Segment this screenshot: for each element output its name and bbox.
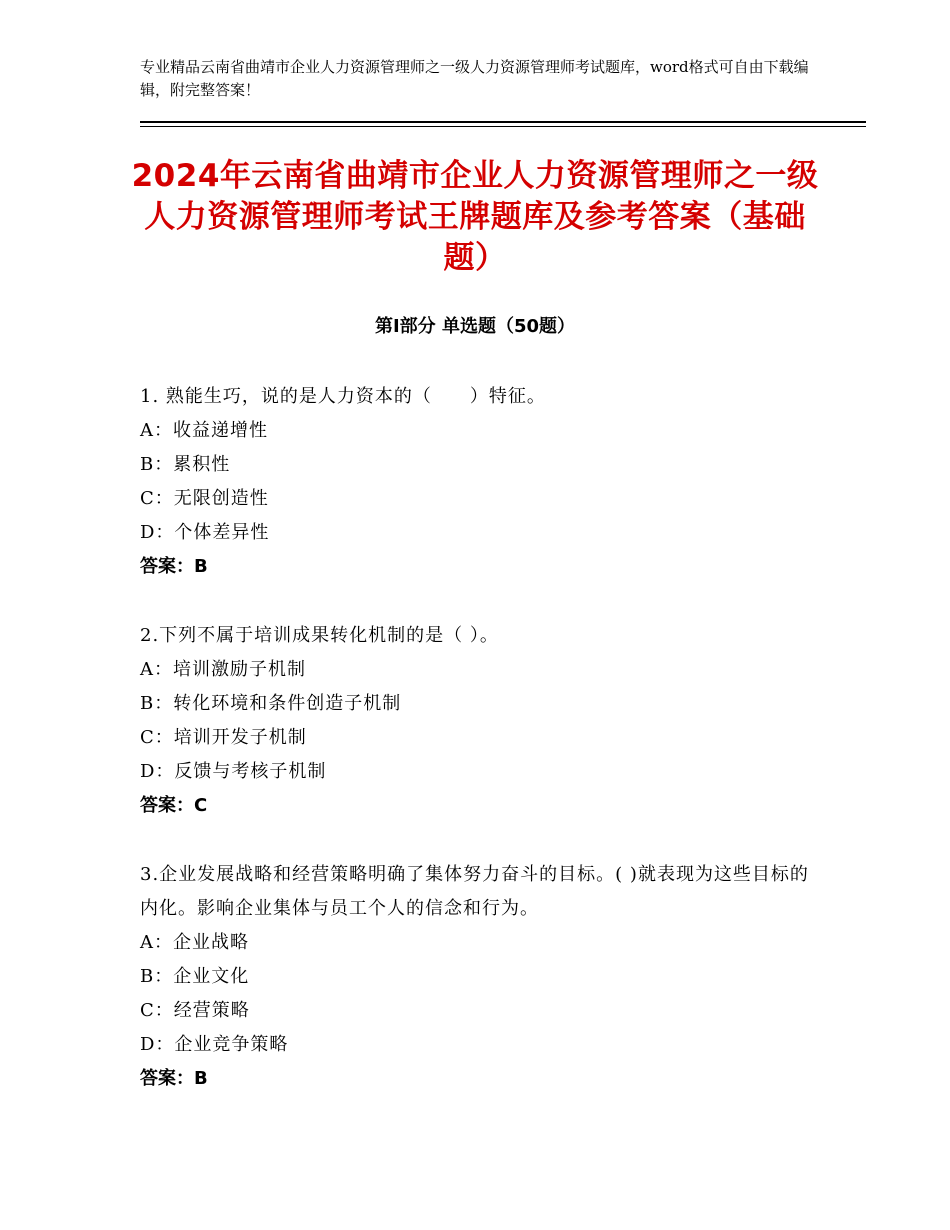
option-b: B：转化环境和条件创造子机制 [140,693,402,714]
question-3 [140,858,820,1096]
answer: 答案：C [140,795,208,816]
header-rule-thick [140,121,866,123]
option-d: D：反馈与考核子机制 [140,761,327,782]
section-title: 第Ⅰ部分 单选题（50题） [374,316,575,337]
option-a: A：培训激励子机制 [140,659,306,680]
option-c: C：无限创造性 [140,488,269,509]
header-note: 专业精品云南省曲靖市企业人力资源管理师之一级人力资源管理师考试题库，word格式可自由下载编辑，附完整答案！ [140,58,809,99]
option-a: A：收益递增性 [140,420,268,441]
header-rule-thin [140,126,866,127]
option-b: B：企业文化 [140,966,250,987]
question-2 [140,619,820,823]
option-b: B：累积性 [140,454,231,475]
option-c: C：培训开发子机制 [140,727,307,748]
question-stem: 2.下列不属于培训成果转化机制的是（ ）。 [140,625,499,646]
question-stem: 1. 熟能生巧，说的是人力资本的（ ）特征。 [140,386,546,407]
option-d: D：企业竞争策略 [140,1034,289,1055]
option-c: C：经营策略 [140,1000,250,1021]
option-a: A：企业战略 [140,932,249,953]
answer: 答案：B [140,1068,208,1089]
answer: 答案：B [140,556,208,577]
document-title: 2024年云南省曲靖市企业人力资源管理师之一级人力资源管理师考试王牌题库及参考答案（基础题） [131,158,819,276]
question-1 [140,380,820,584]
option-d: D：个体差异性 [140,522,270,543]
question-stem: 3.企业发展战略和经营策略明确了集体努力奋斗的目标。( )就表现为这些目标的内化。影响企业集体与员工个人的信念和行为。 [140,864,809,919]
